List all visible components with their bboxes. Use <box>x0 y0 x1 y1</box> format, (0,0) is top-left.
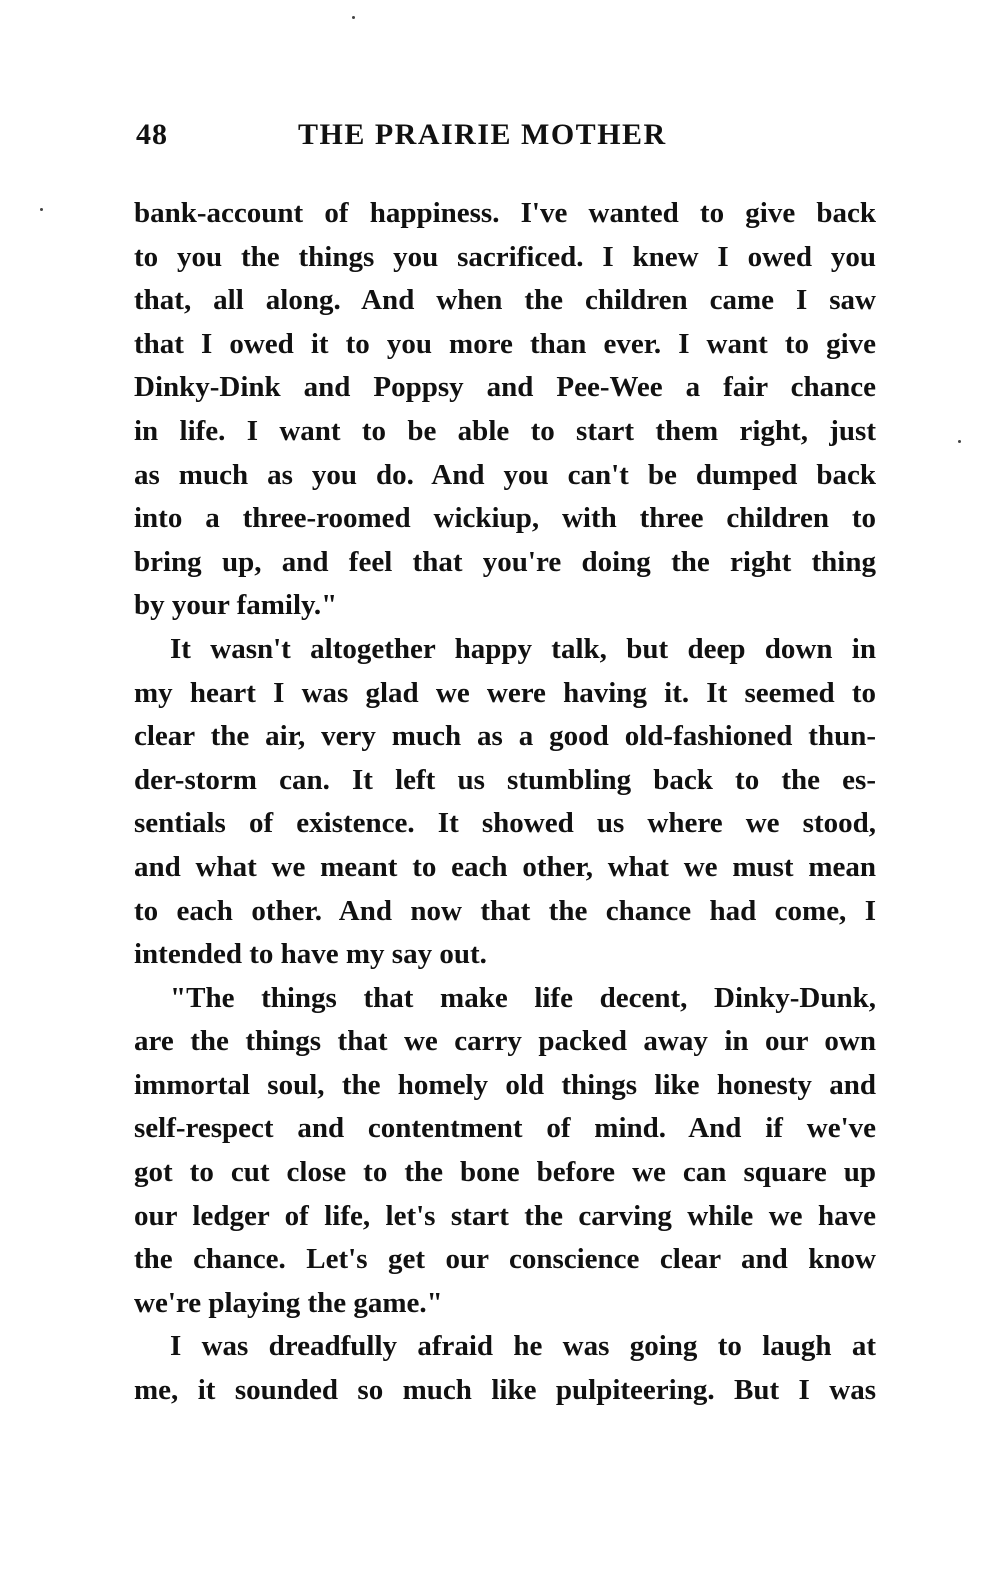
text-line: me, it sounded so much like pulpiteering. But I was <box>134 1374 876 1407</box>
text-line: in life. I want to be able to start them right, just <box>134 414 876 447</box>
scan-speck <box>40 208 43 211</box>
text-line: It wasn't altogether happy talk, but deep down in <box>170 632 876 665</box>
body-text <box>134 192 876 1413</box>
text-line: that, all along. And when the children came I saw <box>134 284 876 317</box>
running-head: THE PRAIRIE MOTHER <box>298 118 667 151</box>
text-line: bank-account of happiness. I've wanted to give back <box>134 197 876 229</box>
paragraph <box>134 977 876 1326</box>
text-line: sentials of existence. It showed us where we stood, <box>134 807 876 840</box>
text-line: I was dreadfully afraid he was going to laugh at <box>170 1330 876 1363</box>
paragraph <box>134 1325 876 1412</box>
text-line: into a three-roomed wickiup, with three children to <box>134 502 876 535</box>
paragraph <box>134 192 876 628</box>
text-line: der-storm can. It left us stumbling back to the es- <box>134 763 876 796</box>
text-line: immortal soul, the homely old things like honesty and <box>134 1068 876 1101</box>
scan-speck <box>958 440 961 443</box>
text-line: our ledger of life, let's start the carving while we have <box>134 1199 876 1232</box>
text-line: we're playing the game." <box>134 1286 443 1319</box>
text-line: clear the air, very much as a good old-fashioned thun- <box>134 720 876 753</box>
page-number: 48 <box>136 118 168 151</box>
text-line: Dinky-Dink and Poppsy and Pee-Wee a fair chance <box>134 371 876 404</box>
text-line: got to cut close to the bone before we can square up <box>134 1156 876 1189</box>
page-header <box>136 118 716 162</box>
text-line: as much as you do. And you can't be dumped back <box>134 458 876 491</box>
text-line: the chance. Let's get our conscience clear and know <box>134 1243 876 1276</box>
paragraph <box>134 628 876 977</box>
text-line: and what we meant to each other, what we must mean <box>134 850 876 883</box>
text-line: are the things that we carry packed away in our own <box>134 1025 876 1058</box>
text-line: self-respect and contentment of mind. And if we've <box>134 1112 876 1145</box>
text-line: to each other. And now that the chance had come, I <box>134 894 876 927</box>
text-line: bring up, and feel that you're doing the right thing <box>134 545 876 578</box>
text-line: intended to have my say out. <box>134 938 487 971</box>
text-line: by your family." <box>134 589 338 622</box>
text-line: to you the things you sacrificed. I knew I owed you <box>134 240 876 273</box>
text-line: my heart I was glad we were having it. It seemed to <box>134 676 876 709</box>
text-line: "The things that make life decent, Dinky-Dunk, <box>170 981 876 1014</box>
scan-speck <box>352 16 355 19</box>
text-line: that I owed it to you more than ever. I want to give <box>134 327 876 360</box>
